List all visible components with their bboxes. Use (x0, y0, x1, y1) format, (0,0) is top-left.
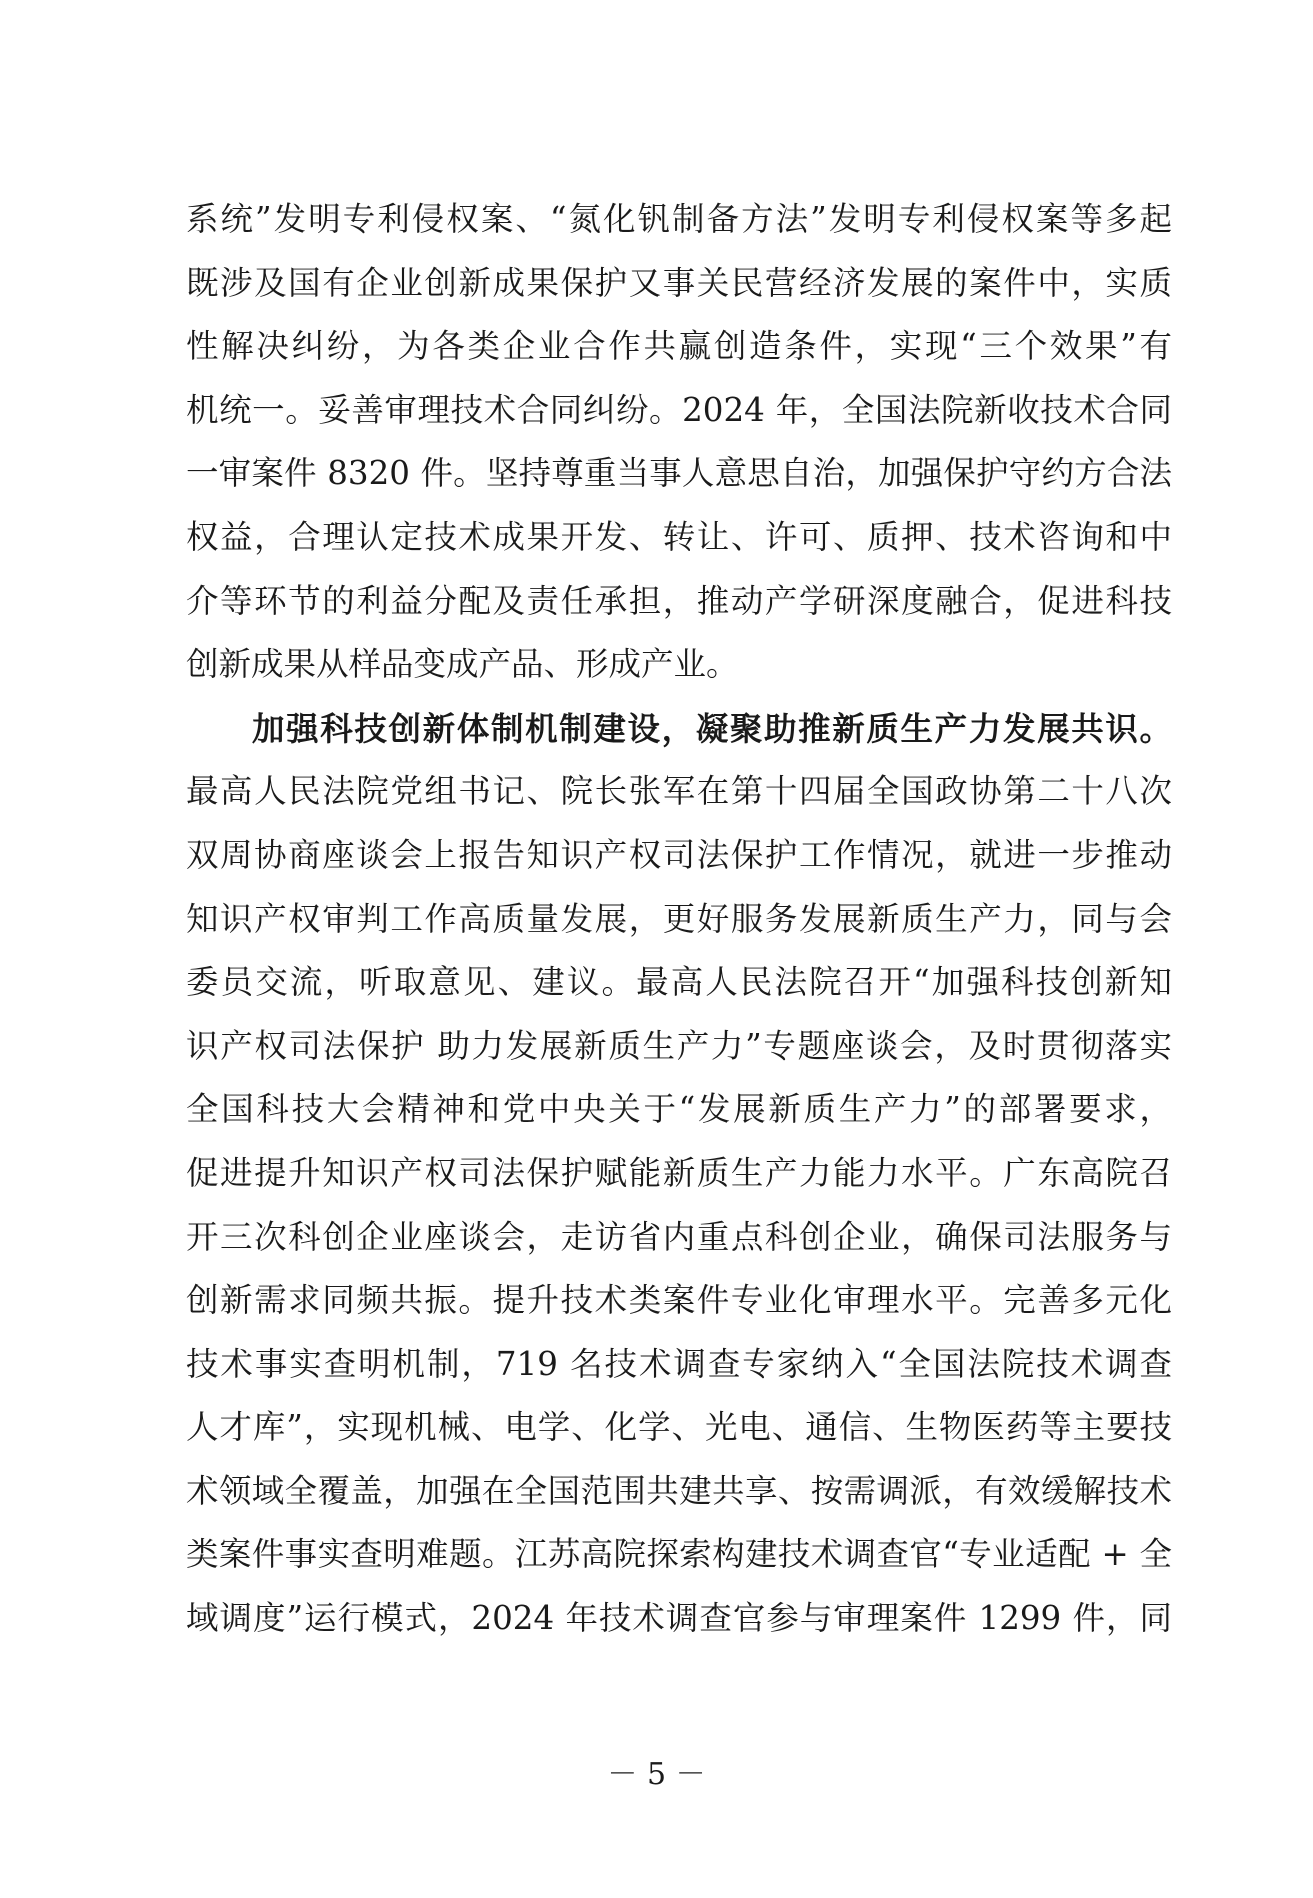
text-line: 域调度”运行模式，2024 年技术调查官参与审理案件 1299 件，同 (186, 1599, 1172, 1638)
page-number: － 5 － (607, 1757, 706, 1792)
text-line: 既涉及国有企业创新成果保护又事关民营经济发展的案件中，实质 (186, 263, 1172, 302)
text-line: 委员交流，听取意见、建议。最高人民法院召开“加强科技创新知 (186, 963, 1172, 1002)
text-line: 知识产权审判工作高质量发展，更好服务发展新质生产力，同与会 (186, 899, 1172, 938)
text-line: 类案件事实查明难题。江苏高院探索构建技术调查官“专业适配 + 全 (186, 1535, 1172, 1574)
text-line: 技术事实查明机制，719 名技术调查专家纳入“全国法院技术调查 (186, 1344, 1172, 1383)
text-line: 术领域全覆盖，加强在全国范围共建共享、按需调派，有效缓解技术 (186, 1471, 1172, 1510)
text-line: 人才库”，实现机械、电学、化学、光电、通信、生物医药等主要技 (186, 1408, 1172, 1447)
text-line: 双周协商座谈会上报告知识产权司法保护工作情况，就进一步推动 (186, 835, 1172, 874)
text-line: 识产权司法保护 助力发展新质生产力”专题座谈会，及时贯彻落实 (186, 1026, 1172, 1065)
text-line: 系统”发明专利侵权案、“氮化钒制备方法”发明专利侵权案等多起 (186, 200, 1172, 238)
text-line: 一审案件 8320 件。坚持尊重当事人意思自治，加强保护守约方合法 (186, 454, 1172, 493)
text-line: 全国科技大会精神和党中央关于“发展新质生产力”的部署要求， (186, 1090, 1172, 1129)
text-line: 创新需求同频共振。提升技术类案件专业化审理水平。完善多元化 (186, 1281, 1172, 1320)
text-line: 促进提升知识产权司法保护赋能新质生产力能力水平。广东高院召 (186, 1153, 1172, 1192)
paragraph-2 (186, 697, 1172, 1651)
text-line: 权益，合理认定技术成果开发、转让、许可、质押、技术咨询和中 (186, 517, 1172, 556)
text-line: 机统一。妥善审理技术合同纠纷。2024 年，全国法院新收技术合同 (186, 390, 1172, 429)
text-line: 介等环节的利益分配及责任承担，推动产学研深度融合，促进科技 (186, 581, 1172, 620)
text-line: 最高人民法院党组书记、院长张军在第十四届全国政协第二十八次 (186, 772, 1172, 811)
text-line: 开三次科创企业座谈会，走访省内重点科创企业，确保司法服务与 (186, 1217, 1172, 1256)
paragraph-1 (186, 188, 1172, 697)
paragraph-heading: 加强科技创新体制机制建设，凝聚助推新质生产力发展共识。 (252, 708, 1172, 748)
text-line: 性解决纠纷，为各类企业合作共赢创造条件，实现“三个效果”有 (186, 327, 1172, 366)
text-line: 创新成果从样品变成产品、形成产业。 (186, 645, 739, 684)
body-text (186, 188, 1172, 1651)
